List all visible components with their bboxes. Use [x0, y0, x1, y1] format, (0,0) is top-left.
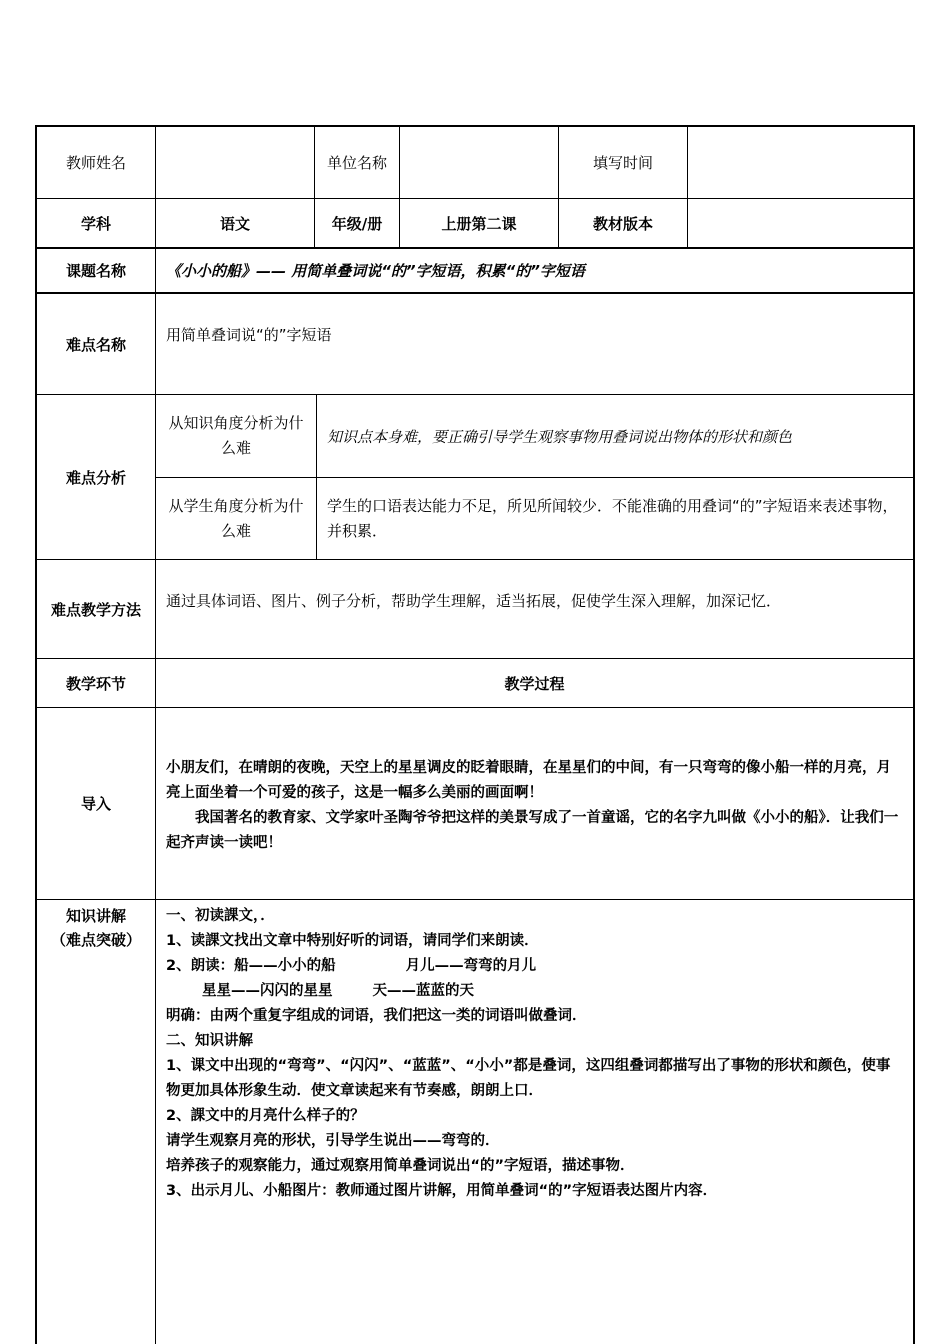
- teacher-name-value: [155, 127, 314, 198]
- knowledge-line-9: 请学生观察月亮的形状，引导学生说出——弯弯的．: [166, 1133, 500, 1149]
- knowledge-angle-value: 知识点本身难，要正确引导学生观察事物用叠词说出物体的形状和颜色: [316, 395, 913, 477]
- process-step-label: 教学环节: [65, 674, 126, 693]
- difficulty-label: 难点名称: [65, 335, 126, 354]
- knowledge-line-3: [166, 954, 901, 979]
- row-analysis: [37, 395, 913, 560]
- row-intro: [37, 708, 913, 900]
- knowledge-content: [155, 900, 913, 1344]
- knowledge-line-5: 明确：由两个重复字组成的词语，我们把这一类的词语叫做叠词．: [166, 1008, 587, 1024]
- knowledge-line-6: 二、知识讲解: [166, 1033, 253, 1049]
- knowledge-line-10: 培养孩子的观察能力，通过观察用简单叠词说出“的”字短语，描述事物．: [166, 1158, 635, 1174]
- read-pair-sky: 天——蓝蓝的天: [372, 983, 474, 999]
- fill-time-label: 填写时间: [558, 127, 687, 198]
- knowledge-label: [37, 900, 155, 1344]
- edition-value: [687, 199, 913, 247]
- fill-time-value: [687, 127, 913, 198]
- process-label: 教学过程: [155, 659, 913, 707]
- student-angle-value: 学生的口语表达能力不足，所见所闻较少．不能准确的用叠词“的”字短语来表述事物，并积累．: [316, 478, 913, 559]
- intro-paragraph-2: 我国著名的教育家、文学家叶圣陶爷爷把这样的美景写成了一首童谣，它的名字九叫做《小小的船》．让我们一起齐声读一读吧！: [166, 810, 899, 851]
- intro-label: 导入: [80, 795, 111, 813]
- knowledge-label-line1: 知识讲解: [65, 907, 126, 925]
- knowledge-line-7: 1、课文中出现的“弯弯”、“闪闪”、“蓝蓝”、“小小”都是叠词，这四组叠词都描写出了事物的形状和颜色，使事物更加具体形象生动．使文章读起来有节奏感，朗朗上口．: [166, 1058, 891, 1099]
- analysis-knowledge-row: [155, 395, 913, 478]
- student-angle-label: 从学生角度分析为什么难: [155, 478, 316, 559]
- method-label: 难点教学方法: [50, 600, 141, 619]
- intro-content: [155, 708, 913, 899]
- subject-value: 语文: [155, 199, 314, 247]
- topic-label: 课题名称: [65, 262, 126, 280]
- unit-name-label: 单位名称: [314, 127, 399, 198]
- knowledge-line-2: 1、读課文找出文章中特别好听的词语，请同学们来朗读．: [166, 933, 539, 949]
- grade-value: 上册第二课: [399, 199, 558, 247]
- row-difficulty: [37, 293, 913, 395]
- knowledge-line-11: 3、出示月儿、小船图片：教师通过图片讲解，用简单叠词“的”字短语表达图片内容．: [166, 1183, 718, 1199]
- unit-name-value: [399, 127, 558, 198]
- knowledge-angle-label: 从知识角度分析为什么难: [155, 395, 316, 477]
- method-value: 通过具体词语、图片、例子分析，帮助学生理解，适当拓展，促使学生深入理解，加深记忆．: [155, 560, 913, 658]
- read-pair-star: 星星——闪闪的星星: [202, 983, 333, 999]
- row-knowledge: [37, 900, 913, 1344]
- read-pair-moon: 月儿——弯弯的月儿: [405, 958, 537, 974]
- lesson-plan-table: [35, 125, 915, 1344]
- knowledge-line-1: 一、初读課文，．: [166, 908, 275, 924]
- intro-paragraph-1: 小朋友们，在晴朗的夜晚，天空上的星星调皮的眨着眼睛，在星星们的中间，有一只弯弯的像小船一样的月亮，月亮上面坐着一个可爱的孩子，这是一幅多么美丽的画面啊！: [166, 760, 891, 801]
- knowledge-line-8: 2、課文中的月亮什么样子的？: [166, 1108, 365, 1124]
- subject-label: 学科: [80, 214, 111, 233]
- analysis-student-row: [155, 478, 913, 559]
- row-header-info: [37, 127, 913, 199]
- knowledge-label-line2: （难点突破）: [50, 931, 141, 949]
- row-method: [37, 560, 913, 659]
- row-topic: [37, 248, 913, 293]
- knowledge-line-4: [166, 979, 901, 1004]
- analysis-label: 难点分析: [65, 468, 126, 487]
- edition-label: 教材版本: [558, 199, 687, 247]
- row-subject-info: [37, 199, 913, 248]
- read-pair-boat: 2、朗读：船——小小的船: [166, 958, 336, 974]
- row-process-header: [37, 659, 913, 708]
- teacher-name-label: 教师姓名: [65, 154, 126, 172]
- topic-value: 《小小的船》—— 用简单叠词说“的”字短语，积累“的”字短语: [155, 249, 913, 292]
- difficulty-value: 用简单叠词说“的”字短语: [155, 294, 913, 394]
- grade-label: 年级/册: [314, 199, 399, 247]
